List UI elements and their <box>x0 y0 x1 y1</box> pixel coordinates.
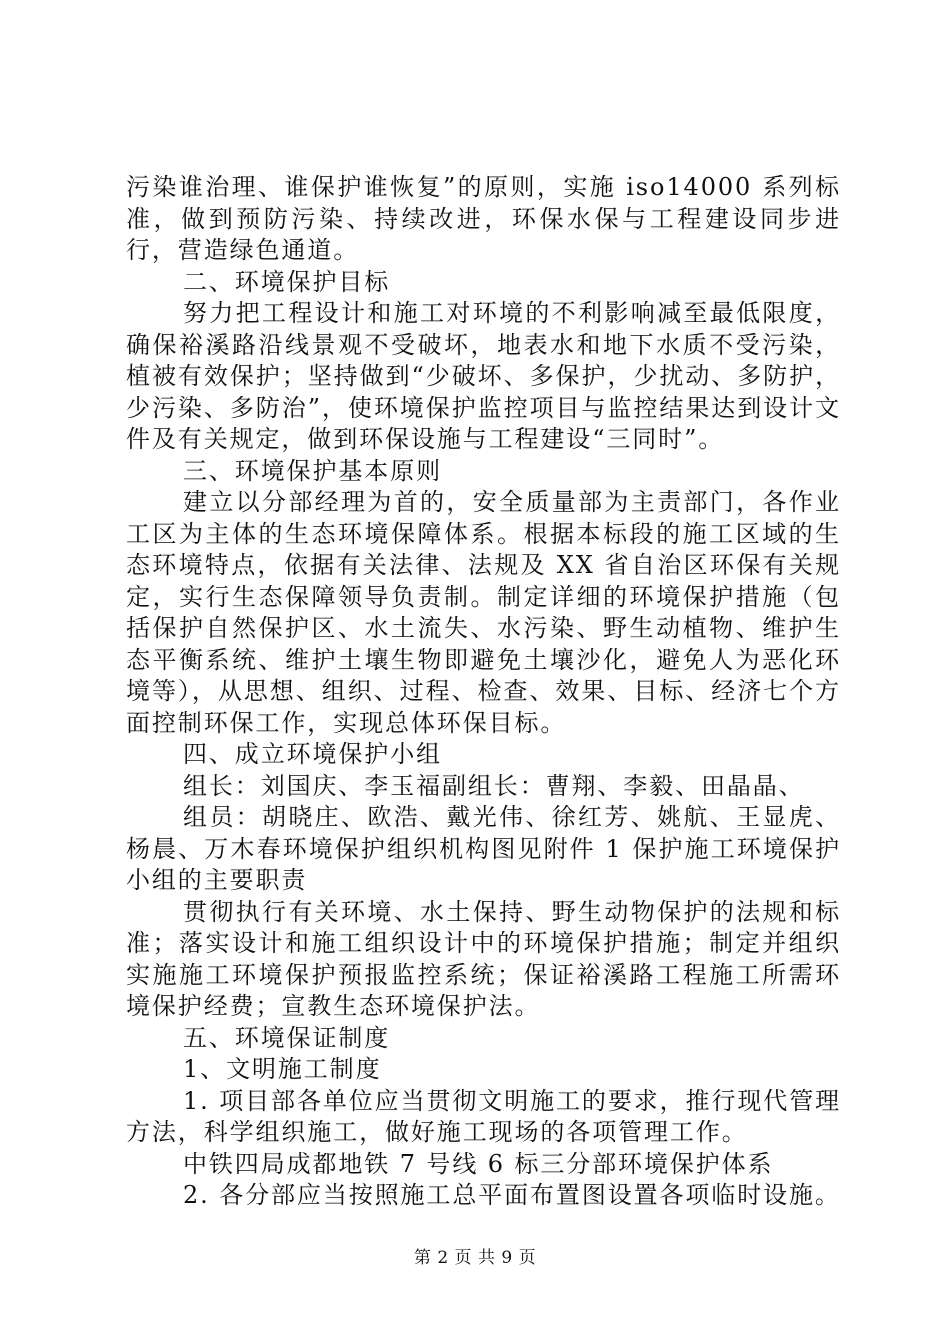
heading-environmental-goals: 二、环境保护目标 <box>183 267 391 296</box>
paragraph-group-members: 组员：胡晓庄、欧浩、戴光伟、徐红芳、姚航、王显虎、杨晨、万木春环境保护组织机构图见附件 1 保护施工环境保护小组的主要职责 <box>126 803 841 894</box>
document-body <box>126 172 841 1212</box>
paragraph-rule-2: 2. 各分部应当按照施工总平面布置图设置各项临时设施。 <box>183 1181 841 1209</box>
heading-basic-principles: 三、环境保护基本原则 <box>183 456 442 485</box>
heading-guarantee-system: 五、环境保证制度 <box>183 1023 391 1052</box>
paragraph-basic-principles: 建立以分部经理为首的，安全质量部为主责部门，各作业工区为主体的生态环境保障体系。根据本标段的施工区域的生态环境特点，依据有关法律、法规及 XX 省自治区环保有关规定，实行生态保障领导负责制。制定详细的环境保护措施（包括保护自然保护区、水土流失、水污染、野生动植物、维护生态平衡系统、维护土壤生物即避免土壤沙化，避免人为恶化环境等），从思想、组织、过程、检查、效果、目标、经济七个方面控制环保工作，实现总体环保目标。 <box>126 488 841 737</box>
running-title: 中铁四局成都地铁 7 号线 6 标三分部环境保护体系 <box>183 1149 774 1178</box>
page-number-label: 第 2 页 共 9 页 <box>413 1248 537 1268</box>
paragraph-group-duties: 贯彻执行有关环境、水土保持、野生动物保护的法规和标准；落实设计和施工组织设计中的环境保护措施；制定并组织实施施工环境保护预报监控系统；保证裕溪路工程施工所需环境保护经费；宣教生态环境保护法。 <box>126 897 841 1020</box>
paragraph-principle-continuation: 污染谁治理、谁保护谁恢复”的原则，实施 iso14000 系列标准，做到预防污染、持续改进，环保水保与工程建设同步进行，营造绿色通道。 <box>126 173 841 264</box>
paragraph-group-leaders: 组长：刘国庆、李玉福副组长：曹翔、李毅、田晶晶、 <box>183 771 805 800</box>
heading-civilized-construction: 1、文明施工制度 <box>183 1055 382 1083</box>
page-footer <box>0 1243 950 1268</box>
heading-protection-group: 四、成立环境保护小组 <box>183 740 442 768</box>
paragraph-environmental-goals: 努力把工程设计和施工对环境的不利影响减至最低限度，确保裕溪路沿线景观不受破坏，地表水和地下水质不受污染，植被有效保护；坚持做到“少破坏、多保护，少扰动、多防护，少污染、多防治”，使环境保护监控项目与监控结果达到设计文件及有关规定，做到环保设施与工程建设“三同时”。 <box>126 299 841 453</box>
paragraph-rule-1: 1. 项目部各单位应当贯彻文明施工的要求，推行现代管理方法，科学组织施工，做好施工现场的各项管理工作。 <box>126 1086 841 1146</box>
